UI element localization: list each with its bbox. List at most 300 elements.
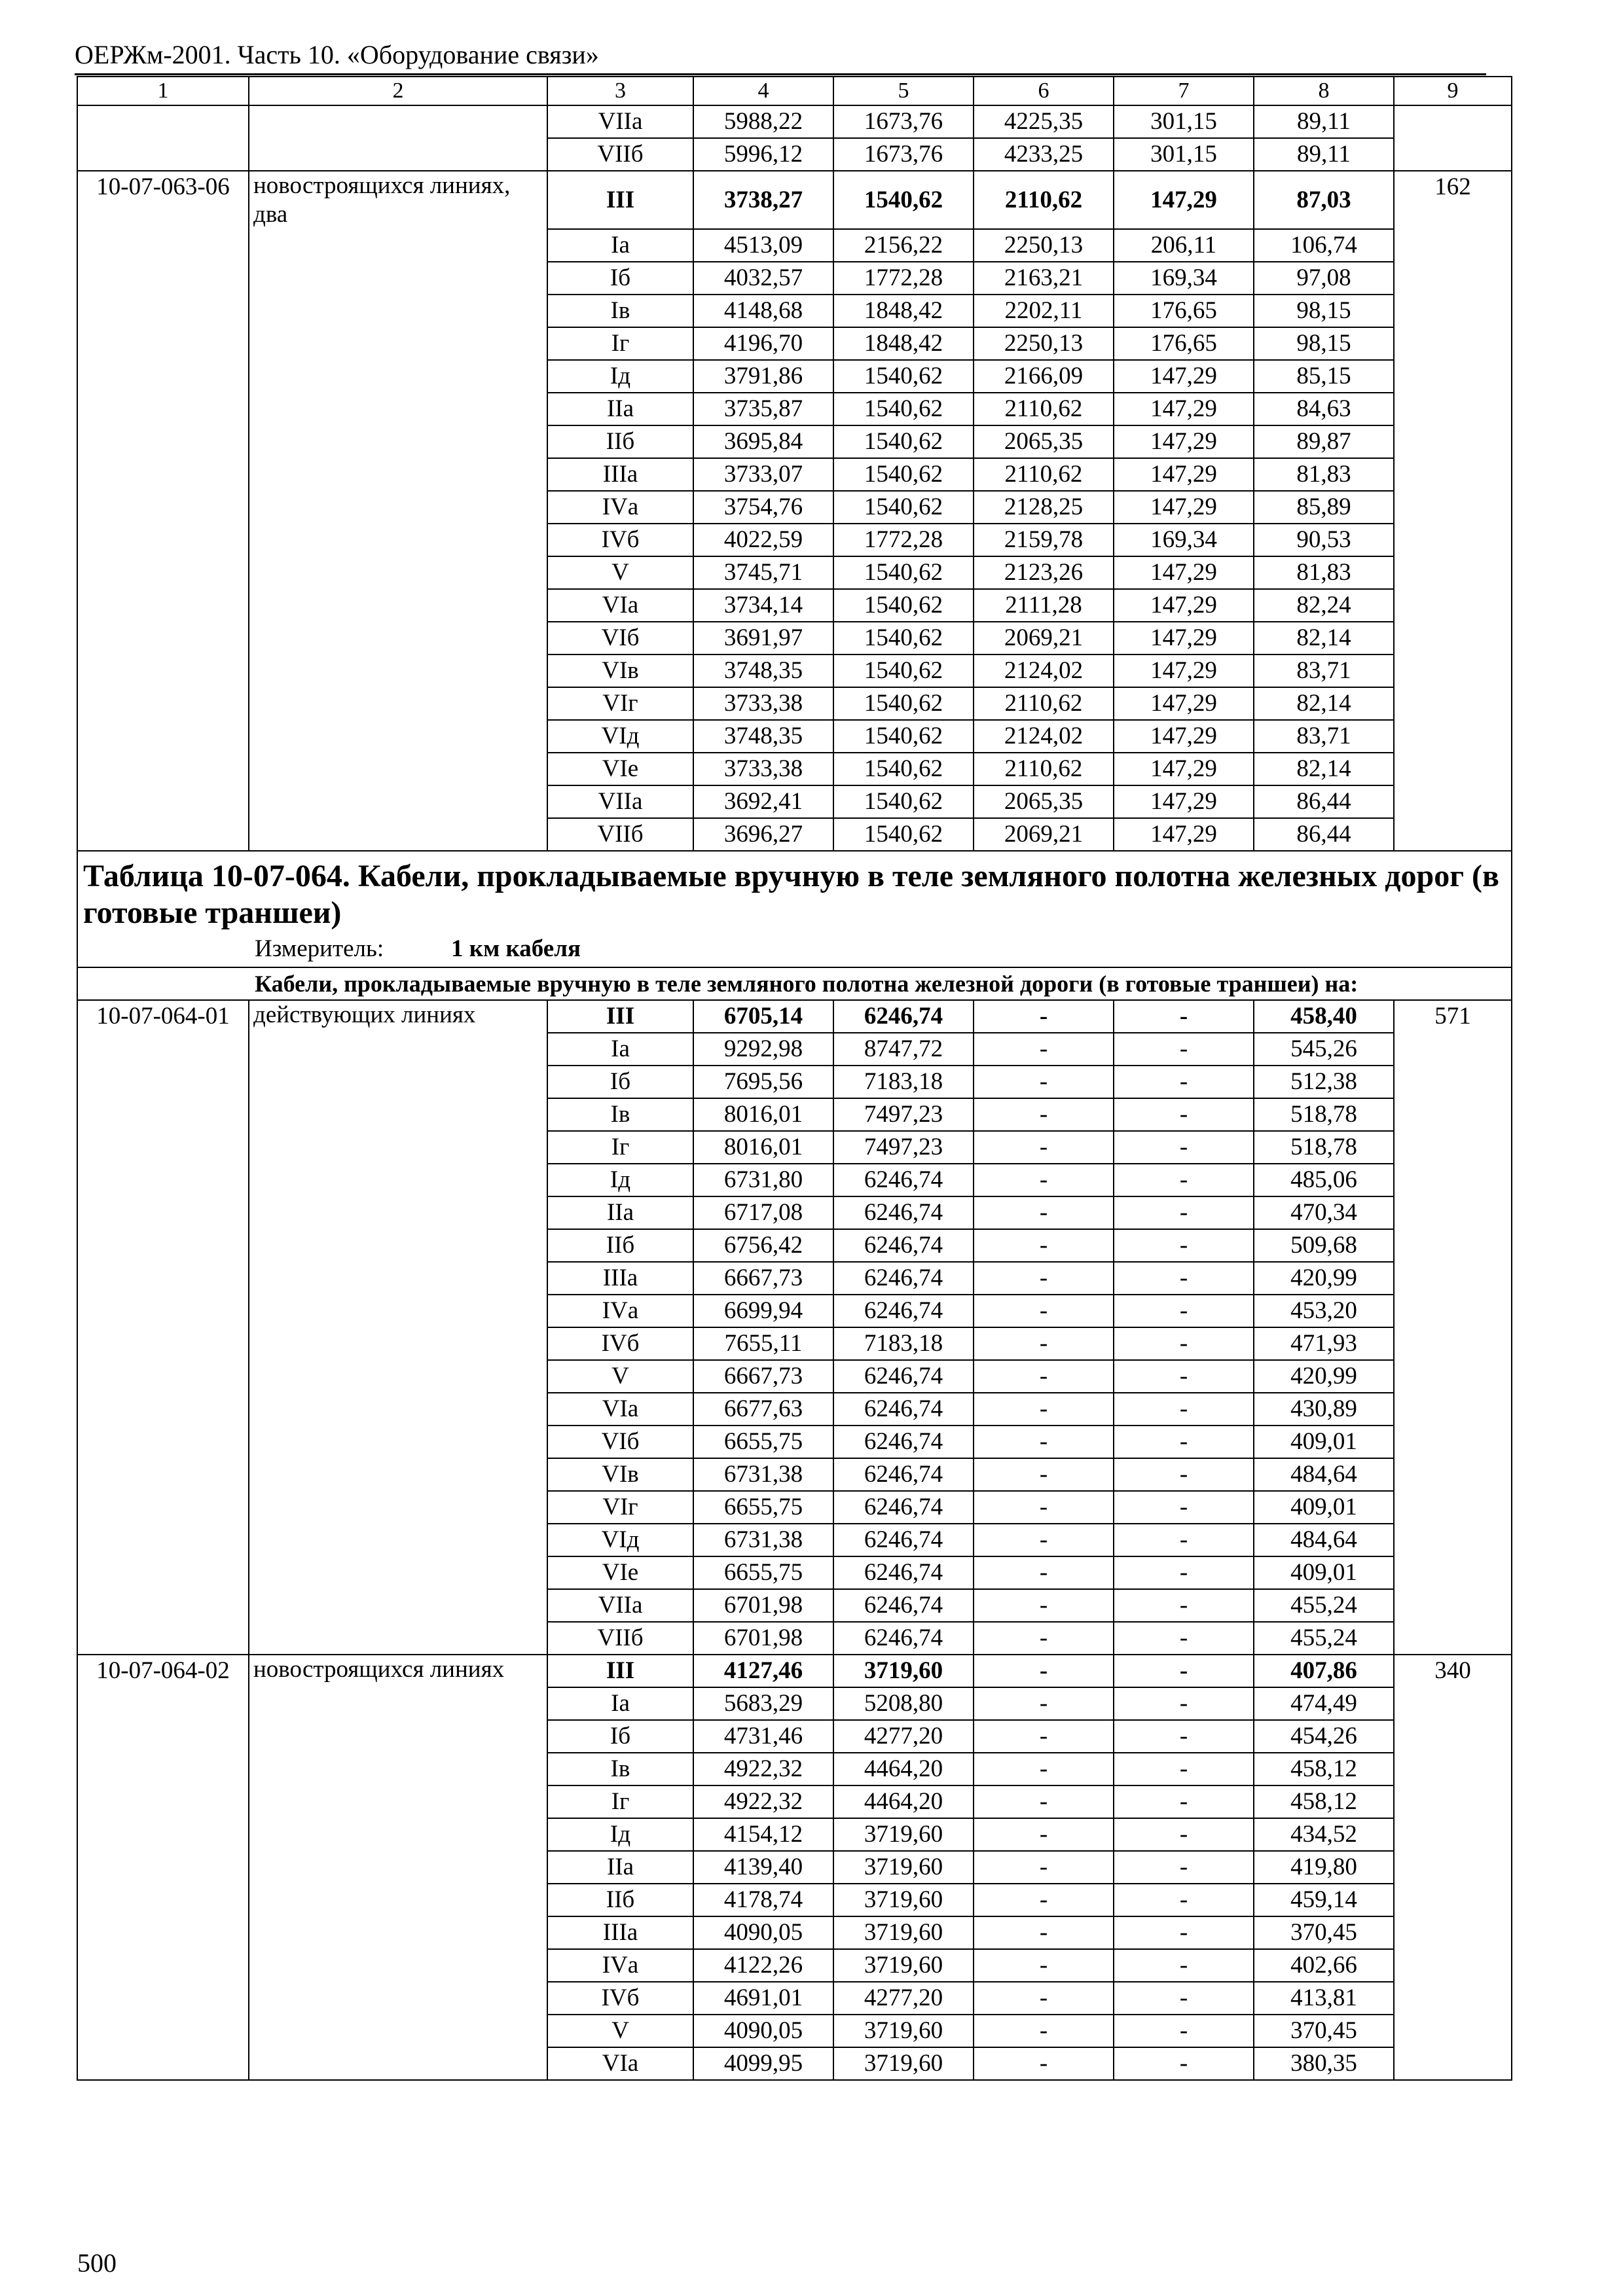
cell-code: 10-07-063-06 [77, 171, 249, 229]
cell-subitem: Iб [547, 1066, 693, 1098]
cell-col5: 3719,60 [833, 1818, 974, 1851]
cell-col6: 2110,62 [974, 171, 1114, 229]
cell-col6: - [974, 1360, 1114, 1393]
cell-col8: 402,66 [1254, 1949, 1394, 1982]
cell-col6: - [974, 1196, 1114, 1229]
cell-col6: 2110,62 [974, 458, 1114, 491]
cell-col4: 4731,46 [693, 1720, 833, 1753]
cell-code [77, 1491, 249, 1524]
cell-col6: 2166,09 [974, 360, 1114, 393]
cell-col5: 6246,74 [833, 1360, 974, 1393]
cell-col5: 3719,60 [833, 1851, 974, 1884]
cell-col6: 2163,21 [974, 262, 1114, 295]
cell-col9 [1394, 1884, 1512, 1916]
cell-col4: 4148,68 [693, 295, 833, 327]
table-row [77, 458, 1512, 491]
cell-subitem: VIд [547, 720, 693, 753]
cell-col5: 1540,62 [833, 818, 974, 851]
cell-col9 [1394, 327, 1512, 360]
table-row [77, 2015, 1512, 2047]
table-row [77, 1524, 1512, 1556]
cell-subitem: IIIа [547, 458, 693, 491]
cell-col4: 4099,95 [693, 2047, 833, 2080]
cell-code [77, 556, 249, 589]
cell-col8: 459,14 [1254, 1884, 1394, 1916]
cell-name [249, 1491, 547, 1524]
cell-code [77, 138, 249, 171]
cell-col7: - [1114, 1491, 1254, 1524]
cell-col7: 147,29 [1114, 458, 1254, 491]
cell-subitem: VIв [547, 655, 693, 687]
cell-col6: - [974, 1785, 1114, 1818]
cell-col6: 2124,02 [974, 720, 1114, 753]
cell-col9 [1394, 1229, 1512, 1262]
cell-col6: 2110,62 [974, 393, 1114, 425]
cell-col6: - [974, 1524, 1114, 1556]
cell-code [77, 1426, 249, 1458]
cell-col6: - [974, 1851, 1114, 1884]
cell-col4: 3733,38 [693, 687, 833, 720]
cell-code [77, 1131, 249, 1164]
cell-col9: 162 [1394, 171, 1512, 229]
cell-subitem: VIIб [547, 138, 693, 171]
cell-col7: 147,29 [1114, 425, 1254, 458]
cell-col7: 147,29 [1114, 491, 1254, 524]
cell-col6: - [974, 1458, 1114, 1491]
cell-col8: 98,15 [1254, 327, 1394, 360]
cell-col4: 4139,40 [693, 1851, 833, 1884]
cell-code [77, 524, 249, 556]
cell-col7: - [1114, 1622, 1254, 1655]
cell-col8: 509,68 [1254, 1229, 1394, 1262]
cell-col6: 2110,62 [974, 753, 1114, 785]
cell-col9 [1394, 1327, 1512, 1360]
cell-col8: 419,80 [1254, 1851, 1394, 1884]
cell-col5: 6246,74 [833, 1393, 974, 1426]
cell-col4: 4154,12 [693, 1818, 833, 1851]
table-row [77, 589, 1512, 622]
cell-subitem: VIIа [547, 105, 693, 138]
cell-col7: - [1114, 1033, 1254, 1066]
cell-code [77, 1720, 249, 1753]
cell-col4: 4127,46 [693, 1655, 833, 1687]
cell-subitem: IIа [547, 1196, 693, 1229]
cell-col9 [1394, 818, 1512, 851]
cell-col6: - [974, 1589, 1114, 1622]
cell-col9: 340 [1394, 1655, 1512, 1687]
cell-code [77, 105, 249, 138]
cell-name [249, 1458, 547, 1491]
cell-col7: - [1114, 1589, 1254, 1622]
cell-name [249, 1916, 547, 1949]
cell-code [77, 1982, 249, 2015]
cell-col4: 3738,27 [693, 171, 833, 229]
cell-col6: - [974, 2047, 1114, 2080]
cell-col6: - [974, 1262, 1114, 1295]
cell-subitem: Iв [547, 1753, 693, 1785]
table-row [77, 1720, 1512, 1753]
table-row [77, 1785, 1512, 1818]
cell-name [249, 1164, 547, 1196]
cell-col7: 206,11 [1114, 229, 1254, 262]
cell-col4: 4513,09 [693, 229, 833, 262]
cell-subitem: Iа [547, 1687, 693, 1720]
cell-subitem: VIг [547, 1491, 693, 1524]
cell-subitem: Iв [547, 295, 693, 327]
cell-col8: 485,06 [1254, 1164, 1394, 1196]
cell-col9 [1394, 393, 1512, 425]
cell-col9 [1394, 1491, 1512, 1524]
cell-name [249, 425, 547, 458]
cell-col5: 1540,62 [833, 785, 974, 818]
cell-col9 [1394, 1098, 1512, 1131]
cell-name [249, 491, 547, 524]
cell-subitem: V [547, 2015, 693, 2047]
cell-name [249, 458, 547, 491]
cell-col5: 1540,62 [833, 393, 974, 425]
cell-col9 [1394, 1687, 1512, 1720]
page-number: 500 [77, 2248, 117, 2278]
cell-code [77, 1033, 249, 1066]
cell-col9 [1394, 1556, 1512, 1589]
cell-subitem: Iд [547, 360, 693, 393]
cell-col4: 6667,73 [693, 1262, 833, 1295]
cell-code [77, 1556, 249, 1589]
cell-name [249, 1327, 547, 1360]
cell-col8: 413,81 [1254, 1982, 1394, 2015]
cell-col5: 6246,74 [833, 1556, 974, 1589]
cell-col5: 1673,76 [833, 105, 974, 138]
cell-col7: 147,29 [1114, 393, 1254, 425]
cell-subitem: IIб [547, 425, 693, 458]
cell-col5: 4277,20 [833, 1720, 974, 1753]
cell-name [249, 1196, 547, 1229]
cell-col9 [1394, 1818, 1512, 1851]
cell-code [77, 327, 249, 360]
cell-col8: 85,89 [1254, 491, 1394, 524]
cell-code [77, 589, 249, 622]
cell-col8: 81,83 [1254, 556, 1394, 589]
cell-col5: 1848,42 [833, 327, 974, 360]
cell-col7: 176,65 [1114, 327, 1254, 360]
cell-code [77, 393, 249, 425]
cell-name [249, 785, 547, 818]
cell-col9 [1394, 425, 1512, 458]
cell-col6: - [974, 1098, 1114, 1131]
cell-code [77, 1851, 249, 1884]
cell-code [77, 458, 249, 491]
cell-col9 [1394, 262, 1512, 295]
cell-col5: 4277,20 [833, 1982, 974, 2015]
cell-col6: - [974, 1884, 1114, 1916]
table-row [77, 1589, 1512, 1622]
cell-subitem: Iа [547, 229, 693, 262]
cell-code [77, 1884, 249, 1916]
unit-label: Измеритель: [255, 935, 384, 962]
cell-col5: 2156,22 [833, 229, 974, 262]
cell-col6: - [974, 1393, 1114, 1426]
table-row [77, 1458, 1512, 1491]
cell-subitem: V [547, 1360, 693, 1393]
cell-col8: 409,01 [1254, 1426, 1394, 1458]
table-row [77, 491, 1512, 524]
cell-col6: 2069,21 [974, 818, 1114, 851]
cell-col5: 6246,74 [833, 1295, 974, 1327]
table-row [77, 138, 1512, 171]
cell-code [77, 1458, 249, 1491]
cell-col8: 85,15 [1254, 360, 1394, 393]
cell-subitem: III [547, 171, 693, 229]
cell-col8: 458,40 [1254, 1000, 1394, 1033]
cell-col4: 3692,41 [693, 785, 833, 818]
cell-col7: 176,65 [1114, 295, 1254, 327]
cell-subitem: V [547, 556, 693, 589]
cell-code [77, 2047, 249, 2080]
unit-value: 1 км кабеля [451, 935, 581, 962]
cell-col7: 147,29 [1114, 720, 1254, 753]
cell-col5: 1540,62 [833, 655, 974, 687]
cell-col7: - [1114, 1916, 1254, 1949]
table-row [77, 1655, 1512, 1687]
cell-col4: 7655,11 [693, 1327, 833, 1360]
cell-col5: 6246,74 [833, 1164, 974, 1196]
cell-subitem: III [547, 1000, 693, 1033]
cell-col6: - [974, 1033, 1114, 1066]
cell-name [249, 1982, 547, 2015]
table-row [77, 556, 1512, 589]
cell-col5: 1772,28 [833, 524, 974, 556]
table-row [77, 687, 1512, 720]
cell-col9 [1394, 655, 1512, 687]
cell-col5: 3719,60 [833, 1655, 974, 1687]
cell-code [77, 655, 249, 687]
cell-col6: 2128,25 [974, 491, 1114, 524]
cell-col5: 3719,60 [833, 2047, 974, 2080]
table-row [77, 1687, 1512, 1720]
table-row [77, 720, 1512, 753]
cell-name [249, 1360, 547, 1393]
cell-col9 [1394, 1458, 1512, 1491]
table-row [77, 360, 1512, 393]
cell-col9 [1394, 1262, 1512, 1295]
cell-name [249, 1785, 547, 1818]
cell-subitem: III [547, 1655, 693, 1687]
cell-col4: 5683,29 [693, 1687, 833, 1720]
table-row [77, 1098, 1512, 1131]
cell-name [249, 1229, 547, 1262]
cell-col4: 4022,59 [693, 524, 833, 556]
cell-name [249, 105, 547, 138]
cell-col9 [1394, 1916, 1512, 1949]
cell-name [249, 1851, 547, 1884]
cell-code [77, 229, 249, 262]
cell-col5: 1540,62 [833, 687, 974, 720]
cell-col6: - [974, 1066, 1114, 1098]
cell-code [77, 1916, 249, 1949]
cell-name [249, 1556, 547, 1589]
cell-code [77, 1818, 249, 1851]
cell-col6: - [974, 1753, 1114, 1785]
cell-col4: 3696,27 [693, 818, 833, 851]
cell-subitem: VIа [547, 1393, 693, 1426]
cell-col7: - [1114, 2015, 1254, 2047]
cell-subitem: VIа [547, 2047, 693, 2080]
cell-col7: - [1114, 1229, 1254, 1262]
table-row [77, 622, 1512, 655]
table-row [77, 1916, 1512, 1949]
cell-col7: 169,34 [1114, 262, 1254, 295]
cell-col8: 106,74 [1254, 229, 1394, 262]
cell-name [249, 1818, 547, 1851]
cell-col4: 6655,75 [693, 1491, 833, 1524]
cell-name [249, 138, 547, 171]
cell-subitem: VIе [547, 753, 693, 785]
cell-name [249, 1687, 547, 1720]
cell-col8: 86,44 [1254, 818, 1394, 851]
cell-name [249, 1524, 547, 1556]
cell-name [249, 818, 547, 851]
cell-subitem: Iг [547, 1785, 693, 1818]
cell-col8: 407,86 [1254, 1655, 1394, 1687]
cell-col6: 2110,62 [974, 687, 1114, 720]
column-number: 6 [974, 77, 1114, 105]
table-row [77, 1033, 1512, 1066]
cell-col8: 518,78 [1254, 1098, 1394, 1131]
cell-col8: 455,24 [1254, 1622, 1394, 1655]
cell-col6: - [974, 1949, 1114, 1982]
cell-col4: 3754,76 [693, 491, 833, 524]
cell-col6: - [974, 1164, 1114, 1196]
table-row [77, 295, 1512, 327]
cell-code [77, 1687, 249, 1720]
cell-subitem: VIIа [547, 785, 693, 818]
cell-col5: 1540,62 [833, 491, 974, 524]
cell-name [249, 1098, 547, 1131]
cell-col6: 2123,26 [974, 556, 1114, 589]
cell-col8: 453,20 [1254, 1295, 1394, 1327]
cell-col9 [1394, 1164, 1512, 1196]
table-row [77, 1360, 1512, 1393]
table-row [77, 1164, 1512, 1196]
cell-col4: 4922,32 [693, 1785, 833, 1818]
cell-name: действующих линиях [249, 1000, 547, 1033]
cell-subitem: IIа [547, 393, 693, 425]
cell-subitem: Iа [547, 1033, 693, 1066]
cell-col8: 458,12 [1254, 1753, 1394, 1785]
page-header: ОЕРЖм-2001. Часть 10. «Оборудование связи» [75, 40, 599, 69]
section-heading-row [77, 967, 1512, 1000]
cell-col7: - [1114, 1884, 1254, 1916]
cell-col5: 1673,76 [833, 138, 974, 171]
cell-subitem: IVб [547, 524, 693, 556]
cell-col5: 3719,60 [833, 2015, 974, 2047]
cell-col6: - [974, 1000, 1114, 1033]
cell-name [249, 1262, 547, 1295]
cell-col5: 3719,60 [833, 1916, 974, 1949]
column-number: 8 [1254, 77, 1394, 105]
cell-col7: - [1114, 1458, 1254, 1491]
cell-col9 [1394, 720, 1512, 753]
cell-col5: 1540,62 [833, 171, 974, 229]
cell-col4: 4691,01 [693, 1982, 833, 2015]
cell-col5: 1848,42 [833, 295, 974, 327]
cell-col9 [1394, 1982, 1512, 2015]
cell-name [249, 229, 547, 262]
cell-col5: 3719,60 [833, 1949, 974, 1982]
cell-col9 [1394, 1949, 1512, 1982]
cell-col8: 420,99 [1254, 1262, 1394, 1295]
cell-col7: 147,29 [1114, 360, 1254, 393]
cell-col8: 82,14 [1254, 622, 1394, 655]
cell-col6: 2069,21 [974, 622, 1114, 655]
cell-col8: 455,24 [1254, 1589, 1394, 1622]
cell-col4: 8016,01 [693, 1098, 833, 1131]
cell-col7: - [1114, 1164, 1254, 1196]
cell-col5: 5208,80 [833, 1687, 974, 1720]
column-number: 7 [1114, 77, 1254, 105]
cell-col7: - [1114, 1524, 1254, 1556]
table-row [77, 2047, 1512, 2080]
cell-col8: 98,15 [1254, 295, 1394, 327]
cell-subitem: VIб [547, 1426, 693, 1458]
cell-col9 [1394, 1196, 1512, 1229]
cell-col8: 545,26 [1254, 1033, 1394, 1066]
cell-code [77, 2015, 249, 2047]
cell-col4: 3733,07 [693, 458, 833, 491]
cell-col9 [1394, 1851, 1512, 1884]
cell-col5: 1540,62 [833, 720, 974, 753]
table-row [77, 1131, 1512, 1164]
table-row [77, 1426, 1512, 1458]
cell-col5: 6246,74 [833, 1000, 974, 1033]
table-row [77, 524, 1512, 556]
cell-col9 [1394, 1524, 1512, 1556]
cell-col4: 6701,98 [693, 1589, 833, 1622]
cell-code [77, 818, 249, 851]
cell-code [77, 1753, 249, 1785]
cell-col6: - [974, 1622, 1114, 1655]
cell-code [77, 1229, 249, 1262]
cell-subitem: VIIа [547, 1589, 693, 1622]
cell-code [77, 1066, 249, 1098]
cell-col9 [1394, 105, 1512, 138]
cell-col5: 4464,20 [833, 1785, 974, 1818]
cell-col5: 6246,74 [833, 1196, 974, 1229]
cell-col8: 89,11 [1254, 138, 1394, 171]
table-row [77, 785, 1512, 818]
cell-col8: 484,64 [1254, 1458, 1394, 1491]
cell-code: 10-07-064-02 [77, 1655, 249, 1687]
cell-code [77, 687, 249, 720]
table-row [77, 1229, 1512, 1262]
cell-name [249, 360, 547, 393]
cell-col4: 6667,73 [693, 1360, 833, 1393]
cell-col7: - [1114, 1785, 1254, 1818]
cell-name [249, 1033, 547, 1066]
cell-subitem: IVа [547, 1949, 693, 1982]
cell-col7: 147,29 [1114, 171, 1254, 229]
cell-code [77, 1360, 249, 1393]
cell-col6: - [974, 1818, 1114, 1851]
cell-col8: 380,35 [1254, 2047, 1394, 2080]
cell-col4: 4032,57 [693, 262, 833, 295]
cell-col7: 301,15 [1114, 138, 1254, 171]
cell-col7: 169,34 [1114, 524, 1254, 556]
cell-col6: 2159,78 [974, 524, 1114, 556]
cell-col9 [1394, 458, 1512, 491]
table-row [77, 753, 1512, 785]
column-number: 2 [249, 77, 547, 105]
